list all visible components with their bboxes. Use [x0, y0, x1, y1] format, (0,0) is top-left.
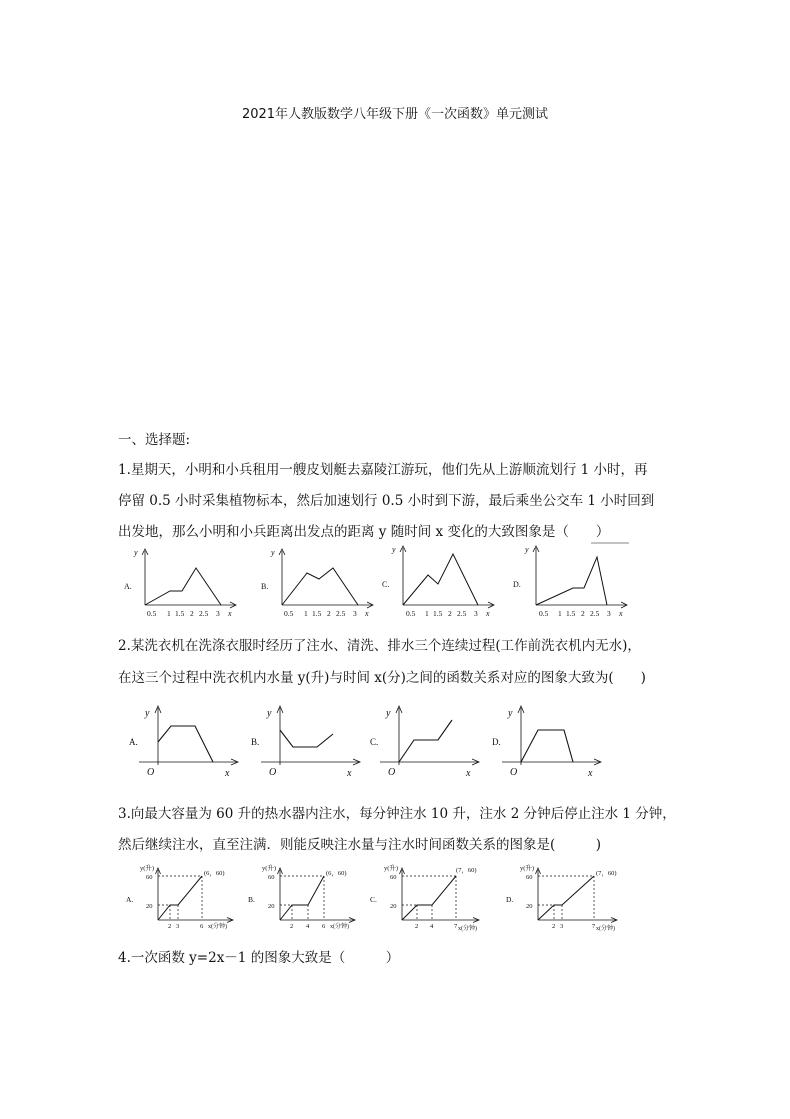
option-label: B.	[248, 895, 255, 904]
x-axis-label: x(分钟)	[330, 924, 349, 930]
svg-text:20: 20	[268, 903, 275, 910]
question-2-line-2: 在这三个过程中洗衣机内水量 y(升)与时间 x(分)之间的函数关系对应的图象大致为( )	[118, 670, 646, 686]
svg-text:6: 6	[200, 923, 204, 930]
y-axis-label: y(升)	[384, 865, 399, 872]
svg-text:60: 60	[390, 874, 397, 881]
option-label: C.	[370, 895, 377, 904]
y-axis-label: y	[271, 548, 275, 557]
svg-text:60: 60	[146, 874, 153, 881]
origin-label: O	[510, 767, 518, 778]
y-axis-label: y	[145, 708, 150, 719]
svg-text:2: 2	[581, 609, 585, 618]
svg-text:1: 1	[304, 609, 308, 618]
svg-text:2.5: 2.5	[336, 609, 346, 618]
svg-text:1: 1	[425, 609, 429, 618]
svg-text:2.5: 2.5	[457, 609, 467, 618]
svg-text:6: 6	[322, 923, 326, 930]
option-label: A.	[126, 895, 134, 904]
x-axis-label: x(分钟)	[596, 926, 615, 932]
question-4-line-1: 4.一次函数 y=2x－1 的图象大致是（ ）	[118, 950, 400, 966]
q2-graph-c	[366, 700, 486, 782]
origin-label: O	[147, 767, 155, 778]
svg-text:1.5: 1.5	[566, 609, 576, 618]
option-label: D.	[506, 895, 514, 904]
x-axis-label: x	[588, 768, 593, 779]
y-axis-label: y	[525, 545, 529, 554]
svg-text:1.5: 1.5	[175, 609, 185, 618]
x-axis-label: x	[486, 609, 490, 618]
svg-text:0.5: 0.5	[284, 609, 294, 618]
x-axis-label: x(分钟)	[208, 924, 227, 930]
option-label: C.	[382, 580, 390, 589]
end-point-label: (7，60)	[596, 870, 617, 877]
svg-text:1.5: 1.5	[312, 609, 322, 618]
q1-graph-a	[120, 543, 245, 623]
y-axis-label: y	[267, 708, 272, 719]
option-label: C.	[370, 737, 379, 747]
svg-text:60: 60	[526, 874, 533, 881]
option-label: B.	[261, 582, 269, 591]
q3-graph-d	[500, 860, 624, 932]
y-axis-label: y	[386, 708, 391, 719]
svg-text:20: 20	[146, 903, 153, 910]
option-label: D.	[513, 580, 521, 589]
svg-text:7: 7	[592, 923, 596, 930]
svg-text:3: 3	[560, 923, 564, 930]
y-axis-label: y	[134, 548, 138, 557]
svg-text:0.5: 0.5	[406, 609, 416, 618]
option-label: B.	[251, 737, 260, 747]
q2-graph-a	[125, 700, 245, 782]
svg-text:4: 4	[430, 923, 434, 930]
x-axis-label: x	[225, 768, 230, 779]
question-1-line-3: 出发地，那么小明和小兵距离出发点的距离 y 随时间 x 变化的大致图象是（ ）	[118, 524, 610, 540]
option-label: A.	[124, 582, 132, 591]
question-1-line-1: 1.星期天，小明和小兵租用一艘皮划艇去嘉陵江游玩，他们先从上游顺流划行 1 小时，再	[118, 462, 648, 478]
svg-text:2: 2	[327, 609, 331, 618]
svg-text:2: 2	[415, 923, 419, 930]
x-axis-label: x	[619, 609, 623, 618]
q3-graph-b	[242, 860, 362, 932]
x-axis-label: x	[228, 609, 232, 618]
section-heading: 一、选择题:	[118, 432, 191, 448]
q2-graph-b	[247, 700, 367, 782]
svg-text:2: 2	[552, 923, 556, 930]
q1-graph-c	[378, 540, 503, 623]
option-label: D.	[492, 737, 501, 747]
svg-text:1: 1	[558, 609, 562, 618]
svg-text:2: 2	[448, 609, 452, 618]
y-axis-label: y(升)	[520, 865, 535, 872]
svg-text:2.5: 2.5	[590, 609, 600, 618]
svg-text:3: 3	[176, 923, 180, 930]
svg-text:7: 7	[454, 923, 458, 930]
option-label: A.	[129, 737, 138, 747]
question-3-line-1: 3.向最大容量为 60 升的热水器内注水，每分钟注水 10 升，注水 2 分钟后停止注水 1 分钟，	[118, 806, 676, 822]
svg-text:2: 2	[190, 609, 194, 618]
q2-graph-d	[488, 700, 608, 782]
svg-text:3: 3	[216, 609, 220, 618]
y-axis-label: y	[508, 708, 513, 719]
svg-text:2: 2	[168, 923, 172, 930]
svg-text:3: 3	[474, 609, 478, 618]
question-2-line-1: 2.某洗衣机在洗涤衣服时经历了注水、清洗、排水三个连续过程(工作前洗衣机内无水)，	[118, 638, 641, 654]
svg-text:2.5: 2.5	[199, 609, 209, 618]
svg-text:2: 2	[290, 923, 294, 930]
end-point-label: (6，60)	[204, 870, 225, 877]
y-axis-label: y(升)	[140, 865, 155, 872]
svg-text:60: 60	[268, 874, 275, 881]
question-3-line-2: 然后继续注水，直至注满．则能反映注水量与注水时间函数关系的图象是( )	[118, 837, 602, 853]
x-axis-label: x	[466, 768, 471, 779]
svg-text:20: 20	[526, 903, 533, 910]
x-ticks: 0.5	[147, 609, 157, 618]
svg-text:3: 3	[607, 609, 611, 618]
svg-text:0.5: 0.5	[539, 609, 549, 618]
svg-text:4: 4	[306, 923, 310, 930]
q1-graph-b	[257, 543, 382, 623]
end-point-label: (6，60)	[326, 870, 347, 877]
x-axis-label: x	[347, 768, 352, 779]
end-point-label: (7，60)	[456, 867, 477, 874]
x-axis-label: x(分钟)	[458, 926, 477, 932]
x-axis-label: x	[365, 609, 369, 618]
question-1-line-2: 停留 0.5 小时采集植物标本，然后加速划行 0.5 小时到下游，最后乘坐公交车 1 小时回到	[118, 493, 655, 509]
document-title: 2021年人教版数学八年级下册《一次函数》单元测试	[241, 107, 549, 122]
svg-text:20: 20	[390, 903, 397, 910]
svg-text:1.5: 1.5	[433, 609, 443, 618]
q3-graph-a	[120, 860, 240, 932]
origin-label: O	[388, 767, 396, 778]
y-axis-label: y	[392, 545, 396, 554]
q3-graph-c	[364, 860, 486, 932]
y-axis-label: y(升)	[262, 865, 277, 872]
q1-graph-d	[511, 540, 636, 623]
origin-label: O	[269, 767, 277, 778]
svg-text:1: 1	[167, 609, 171, 618]
svg-text:3: 3	[353, 609, 357, 618]
